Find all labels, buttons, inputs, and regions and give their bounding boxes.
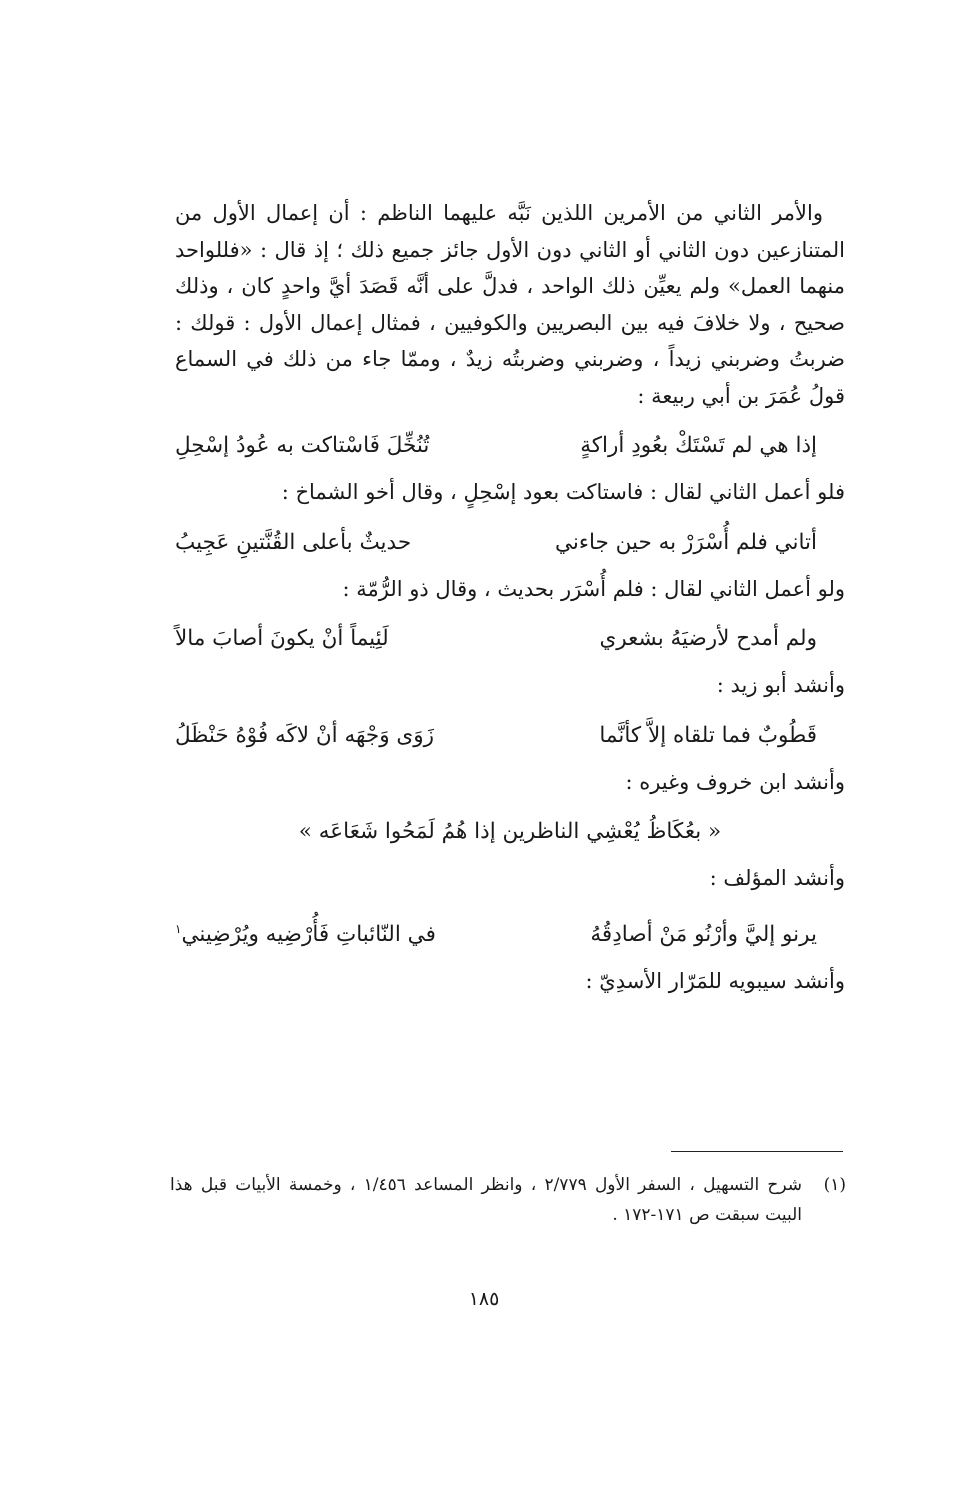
footnote-reference[interactable]: ١ — [175, 921, 182, 936]
paragraph-intro: والأمر الثاني من الأمرين اللذين نَبَّه عليهما الناظم : أن إعمال الأول من المتنازعين دون الثاني أو الثاني دون الأول جائز جميع ذلك ؛ إذ قال : «فللواحد منهما العمل» ولم يعيِّن ذلك الواحد ، فدلَّ على أنَّه قَصَدَ أيَّ واحدٍ كان ، وذلك صحيح ، ولا خلافَ فيه بين البصريين والكوفيين ، فمثال إعمال الأول : قولك : ضربتُ وضربني زيداً ، وضربني وضربتُه زيدٌ ، وممّا جاء من ذلك في السماع قولُ عُمَرَ بن أبي ربيعة : — [175, 201, 845, 408]
footnote-text: شرح التسهيل ، السفر الأول ٢/٧٧٩ ، وانظر المساعد ١/٤٥٦ ، وخمسة الأبيات قبل هذا البيت سبقت ص ١٧١-١٧٢ . — [170, 1175, 803, 1225]
verse-second-hemistich-text: في النّائباتِ فَأُرْضِيه ويُرْضِيني — [181, 921, 436, 947]
text-line: ولو أعمل الثاني لقال : فلم أُسْرَر بحديث ، وقال ذو الرُّمّة : — [342, 576, 845, 601]
text-line: وأنشد سيبويه للمَرّار الأسدِيّ : — [585, 968, 845, 993]
verse-dhu-al-rumma — [175, 621, 845, 657]
verse-first-hemistich: ولم أمدح لأرضيَهُ بشعري — [599, 626, 817, 651]
text-line: وأنشد المؤلف : — [709, 866, 845, 890]
verse-author — [175, 911, 845, 953]
verse-first-hemistich: قَطُوبٌ فما تلقاه إلاَّ كأنَّما — [599, 722, 817, 748]
footnotes — [170, 1170, 846, 1230]
verse-shammakh-brother — [175, 525, 845, 561]
text-line: وأنشد ابن خروف وغيره : — [625, 769, 845, 794]
verse-second-hemistich: زَوَى وَجْهَه أنْ لاكَه فُوْهُ حَنْظَلُ — [175, 722, 435, 748]
text-line: فلو أعمل الثاني لقال : فاستاكت بعود إسْحِلٍ ، وقال أخو الشماخ : — [281, 480, 845, 504]
single-hemistich: « بعُكَاظُ يُعْشِي الناظرين إذا هُمُ لَمَحُوا شَعَاعَه » — [298, 819, 722, 844]
page-number: ١٨٥ — [468, 1288, 500, 1310]
footnote-marker: (١) — [823, 1175, 846, 1195]
verse-first-hemistich: أتاني فلم أُسْرَرْ به حين جاءني — [554, 529, 817, 555]
verse-second-hemistich: لَئِيماً أنْ يكونَ أصابَ مالاً — [175, 626, 389, 651]
verse-umar — [175, 428, 845, 464]
footnote-divider — [671, 1151, 843, 1152]
verse-second-hemistich: حديثٌ بأعلى القُنَّتينِ عَجِيبُ — [175, 529, 412, 555]
text-line: وأنشد أبو زيد : — [716, 673, 845, 697]
verse-second-hemistich — [175, 911, 505, 953]
page-body — [175, 195, 845, 999]
verse-first-hemistich: يرنو إليَّ وأرْنُو مَنْ أصادِقُهُ — [590, 921, 817, 947]
footnote — [170, 1170, 846, 1230]
verse-second-hemistich: تُنُخِّلَ فَاسْتاكت به عُودُ إسْحِلِ — [175, 433, 430, 458]
verse-abu-zayd — [175, 718, 845, 754]
verse-first-hemistich: إذا هي لم تَسْتَكْ بعُودِ أراكةٍ — [580, 433, 817, 458]
